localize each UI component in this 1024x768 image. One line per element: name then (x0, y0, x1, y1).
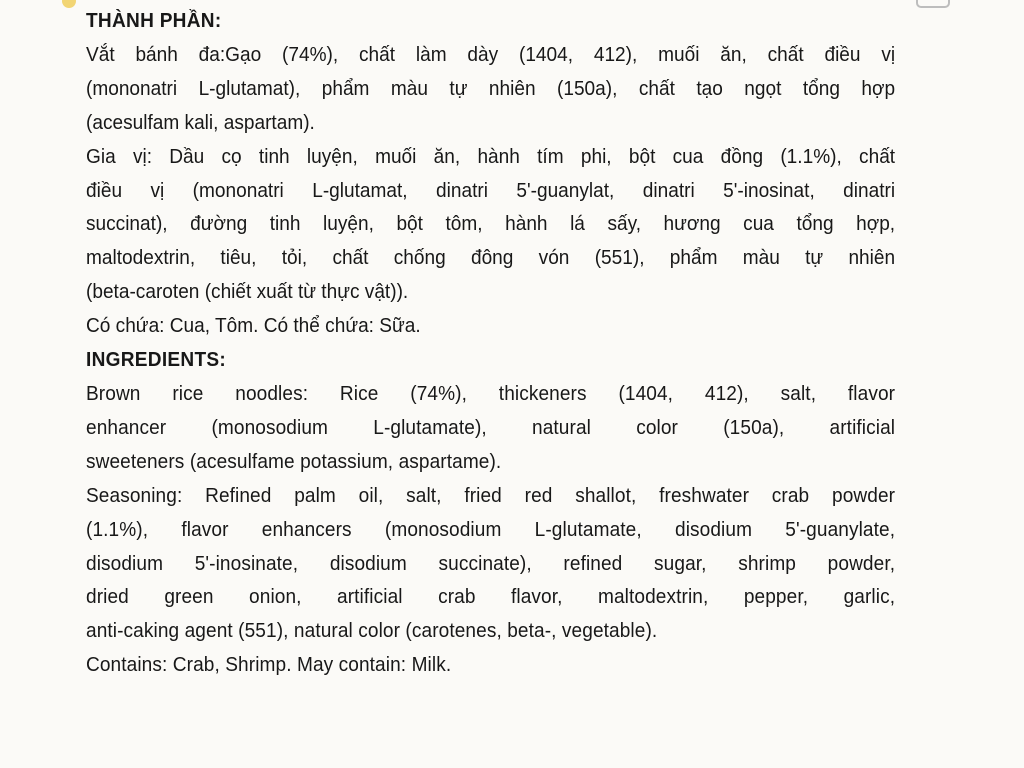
vi-seasoning-line-3: succinat), đường tinh luyện, bột tôm, hành lá sấy, hương cua tổng hợp, (86, 212, 896, 236)
en-noodles-line-3: sweeteners (acesulfame potassium, aspartame). (86, 449, 502, 473)
vi-noodles-line-3: (acesulfam kali, aspartam). (86, 110, 315, 134)
vi-allergen-line: Có chứa: Cua, Tôm. Có thể chứa: Sữa. (86, 314, 421, 338)
vietnamese-heading: THÀNH PHẦN: (86, 9, 222, 32)
en-seasoning-line-4: dried green onion, artificial crab flavor, maltodextrin, pepper, garlic, (86, 585, 896, 609)
en-seasoning-line-5: anti-caking agent (551), natural color (carotenes, beta-, vegetable). (86, 619, 658, 643)
en-seasoning-line-1: Seasoning: Refined palm oil, salt, fried red shallot, freshwater crab powder (86, 483, 896, 507)
english-heading: INGREDIENTS: (86, 348, 226, 372)
vi-seasoning-line-2: điều vị (mononatri L-glutamat, dinatri 5'-guanylat, dinatri 5'-inosinat, dinatri (86, 178, 896, 202)
vi-seasoning-line-1: Gia vị: Dầu cọ tinh luyện, muối ăn, hành tím phi, bột cua đồng (1.1%), chất (86, 144, 896, 168)
vi-noodles-line-1: Vắt bánh đa:Gạo (74%), chất làm dày (1404, 412), muối ăn, chất điều vị (86, 42, 896, 66)
yellow-corner-mark (62, 0, 76, 8)
corner-outline-icon (916, 0, 950, 8)
vi-noodles-line-2: (mononatri L-glutamat), phẩm màu tự nhiên (150a), chất tạo ngọt tổng hợp (86, 76, 896, 100)
vi-seasoning-line-5: (beta-caroten (chiết xuất từ thực vật)). (86, 280, 409, 304)
vi-seasoning-line-4: maltodextrin, tiêu, tỏi, chất chống đông vón (551), phẩm màu tự nhiên (86, 246, 896, 270)
en-seasoning-line-2: (1.1%), flavor enhancers (monosodium L-glutamate, disodium 5'-guanylate, (86, 517, 896, 541)
en-seasoning-line-3: disodium 5'-inosinate, disodium succinate), refined sugar, shrimp powder, (86, 551, 896, 575)
ingredient-text (86, 4, 895, 682)
en-noodles-line-1: Brown rice noodles: Rice (74%), thickeners (1404, 412), salt, flavor (86, 381, 896, 405)
en-allergen-line: Contains: Crab, Shrimp. May contain: Milk. (86, 653, 452, 677)
en-noodles-line-2: enhancer (monosodium L-glutamate), natural color (150a), artificial (86, 415, 896, 439)
